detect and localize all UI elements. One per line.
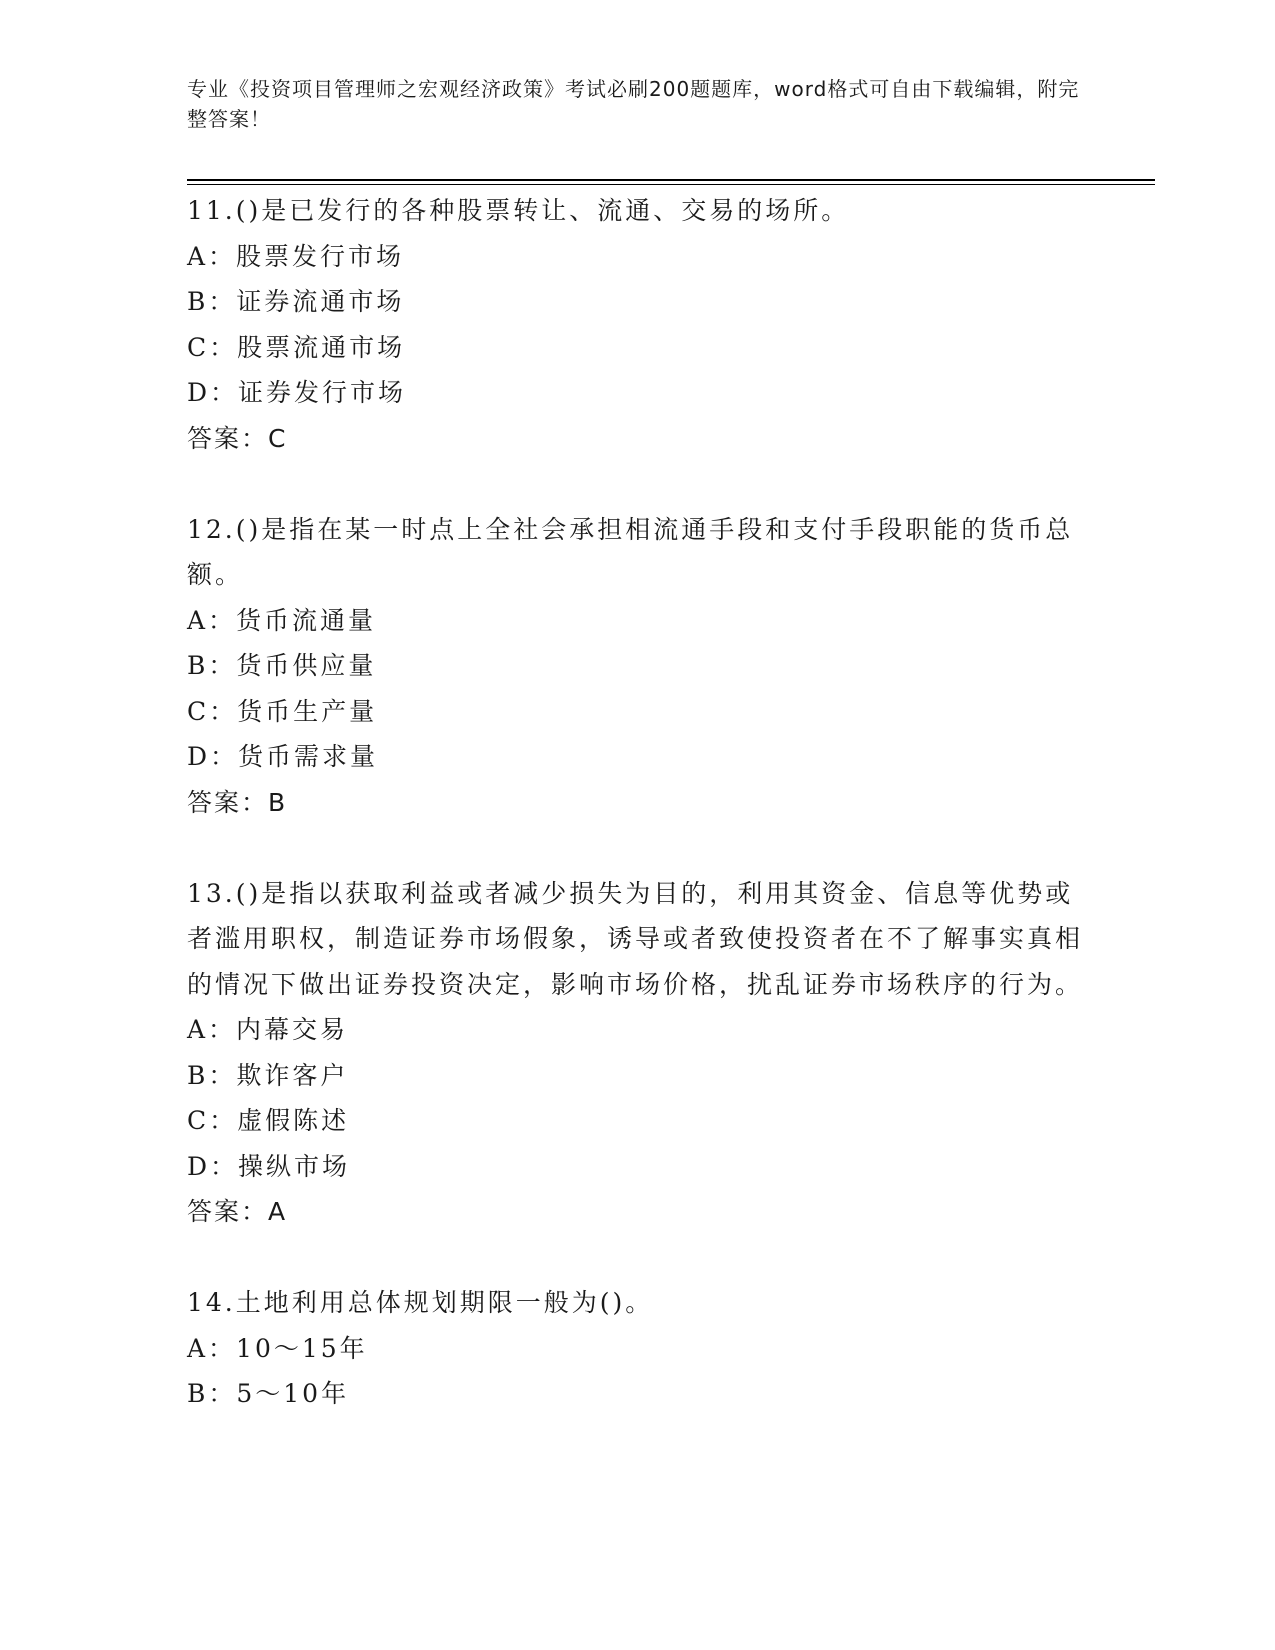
- option-a: A：股票发行市场: [187, 241, 405, 271]
- option-d: D：货币需求量: [187, 742, 379, 771]
- option-b: B：5～10年: [187, 1379, 350, 1408]
- question-14: [187, 1280, 1087, 1417]
- option-a: A：10～15年: [187, 1333, 368, 1363]
- option-a: A：货币流通量: [187, 605, 377, 635]
- answer: 答案：B: [187, 787, 288, 817]
- header-divider-thin: [187, 184, 1155, 185]
- question-text: 14.土地利用总体规划期限一般为()。: [187, 1288, 654, 1317]
- question-13: [187, 871, 1087, 1235]
- question-text: 11.()是已发行的各种股票转让、流通、交易的场所。: [187, 196, 850, 225]
- question-list: [187, 188, 1087, 1462]
- answer: 答案：C: [187, 423, 288, 453]
- option-b: B：证券流通市场: [187, 287, 405, 316]
- question-text: 13.()是指以获取利益或者减少损失为目的，利用其资金、信息等优势或者滥用职权，制造证券市场假象，诱导或者致使投资者在不了解事实真相的情况下做出证券投资决定，影响市场价格，扰乱证券市场秩序的行为。: [187, 878, 1084, 999]
- question-11: [187, 188, 1087, 461]
- option-c: C：货币生产量: [187, 696, 378, 726]
- option-b: B：货币供应量: [187, 651, 377, 680]
- option-d: D：操纵市场: [187, 1151, 351, 1181]
- option-d: D：证券发行市场: [187, 378, 407, 407]
- question-12: [187, 507, 1087, 826]
- option-c: C：股票流通市场: [187, 332, 406, 362]
- option-c: C：虚假陈述: [187, 1106, 350, 1135]
- answer: 答案：A: [187, 1197, 288, 1226]
- header-divider-thick: [187, 179, 1155, 181]
- document-header: 专业《投资项目管理师之宏观经济政策》考试必刷200题题库，word格式可自由下载编辑，附完整答案！: [187, 77, 1080, 131]
- question-text: 12.()是指在某一时点上全社会承担相流通手段和支付手段职能的货币总额。: [187, 514, 1074, 589]
- option-b: B：欺诈客户: [187, 1060, 349, 1090]
- option-a: A：内幕交易: [187, 1015, 349, 1044]
